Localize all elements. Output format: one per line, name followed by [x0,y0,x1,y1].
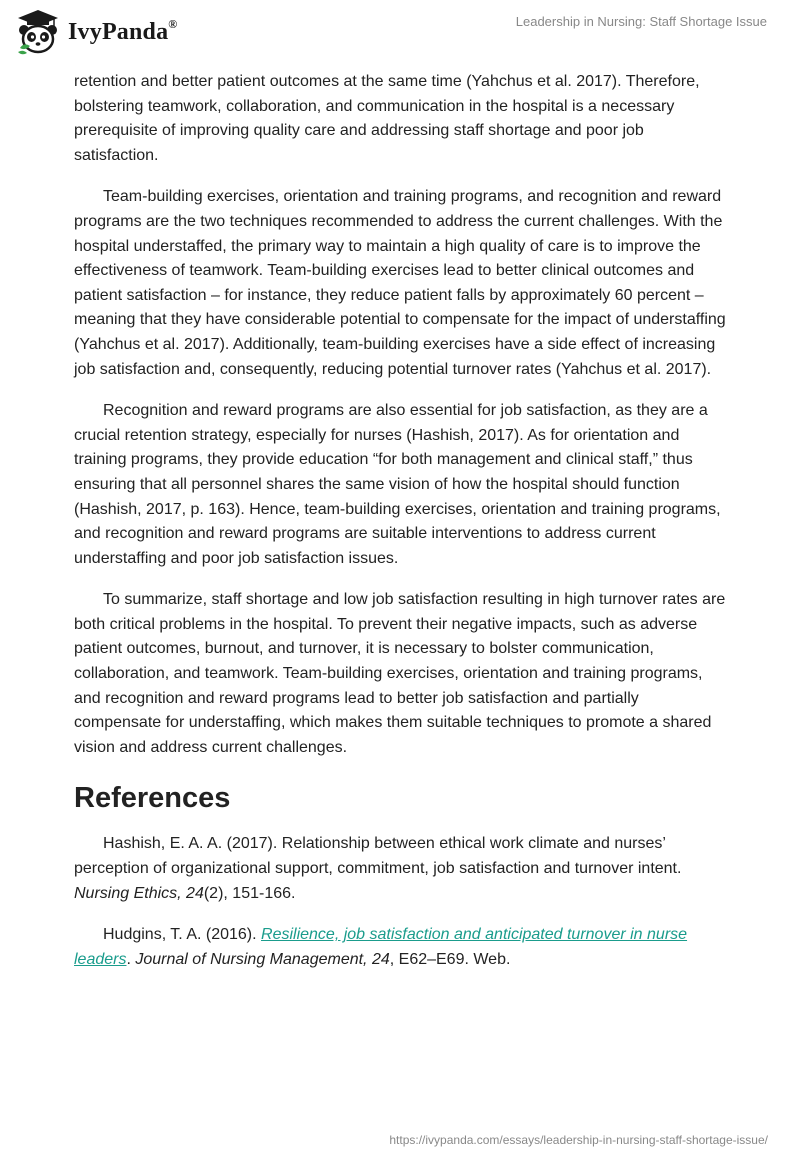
panda-graduate-icon [14,8,62,56]
references-heading: References [74,782,231,815]
reference-item: Hashish, E. A. A. (2017). Relationship between ethical work climate and nurses’ perception of organizational support, commitment, job satisfaction and turnover intent. Nursing Ethics, 24(2), 151-166. [74,835,682,902]
footer-url[interactable]: https://ivypanda.com/essays/leadership-in-nursing-staff-shortage-issue/ [389,1133,768,1147]
paragraph-continuation: retention and better patient outcomes at the same time (Yahchus et al. 2017). Therefore, bolstering teamwork, collaboration, and communication in the hospital is a necessary prerequisite of improving quality care and addressing staff shortage and poor job satisfaction. [74,73,700,164]
reference-link[interactable]: Resilience, job satisfaction and anticipated turnover in nurse leaders [74,926,688,968]
reference-journal: Journal of Nursing Management, 24 [135,950,390,968]
article-body [74,70,726,989]
paragraph-summary: To summarize, staff shortage and low job satisfaction resulting in high turnover rates are both critical problems in the hospital. To prevent their negative impacts, such as adverse patient outcomes, burnout, and turnover, it is necessary to bolster communication, collaboration, and teamwork. Team-building exercises, orientation and training programs, and recognition and reward programs lead to better job satisfaction and partially compensate for understaffing, which makes them suitable techniques to promote a shared vision and address current challenges. [74,591,726,756]
page-header [0,0,800,70]
paragraph-team-building: Team-building exercises, orientation and training programs, and recognition and reward programs are the two techniques recommended to address the current challenges. With the hospital understaffed, the primary way to maintain a high quality of care is to improve the effectiveness of teamwork. Team-building exercises lead to better clinical outcomes and patient satisfaction – for instance, they reduce patient falls by approximately 60 percent – meaning that they have considerable potential to compensate for the impact of understaffing (Yahchus et al. 2017). Additionally, team-building exercises have a side effect of increasing job satisfaction and, consequently, reducing potential turnover rates (Yahchus et al. 2017). [74,188,726,378]
paragraph-recognition: Recognition and reward programs are also essential for job satisfaction, as they are a crucial retention strategy, especially for nurses (Hashish, 2017). As for orientation and training programs, they provide education “for both management and clinical staff,” thus ensuring that all personnel shares the same vision of how the hospital should function (Hashish, 2017, p. 163). Hence, team-building exercises, orientation and training programs, and recognition and reward programs are suitable interventions to address current understaffing and poor job satisfaction issues. [74,402,721,567]
document-title: Leadership in Nursing: Staff Shortage Issue [515,14,767,29]
ivypanda-logo[interactable] [14,8,177,56]
reference-item: Hudgins, T. A. (2016). Resilience, job satisfaction and anticipated turnover in nurse leaders. Journal of Nursing Management, 24, E62–E69. Web. [74,926,688,968]
brand-name: IvyPanda® [68,16,178,45]
reference-journal: Nursing Ethics, 24 [74,884,204,902]
